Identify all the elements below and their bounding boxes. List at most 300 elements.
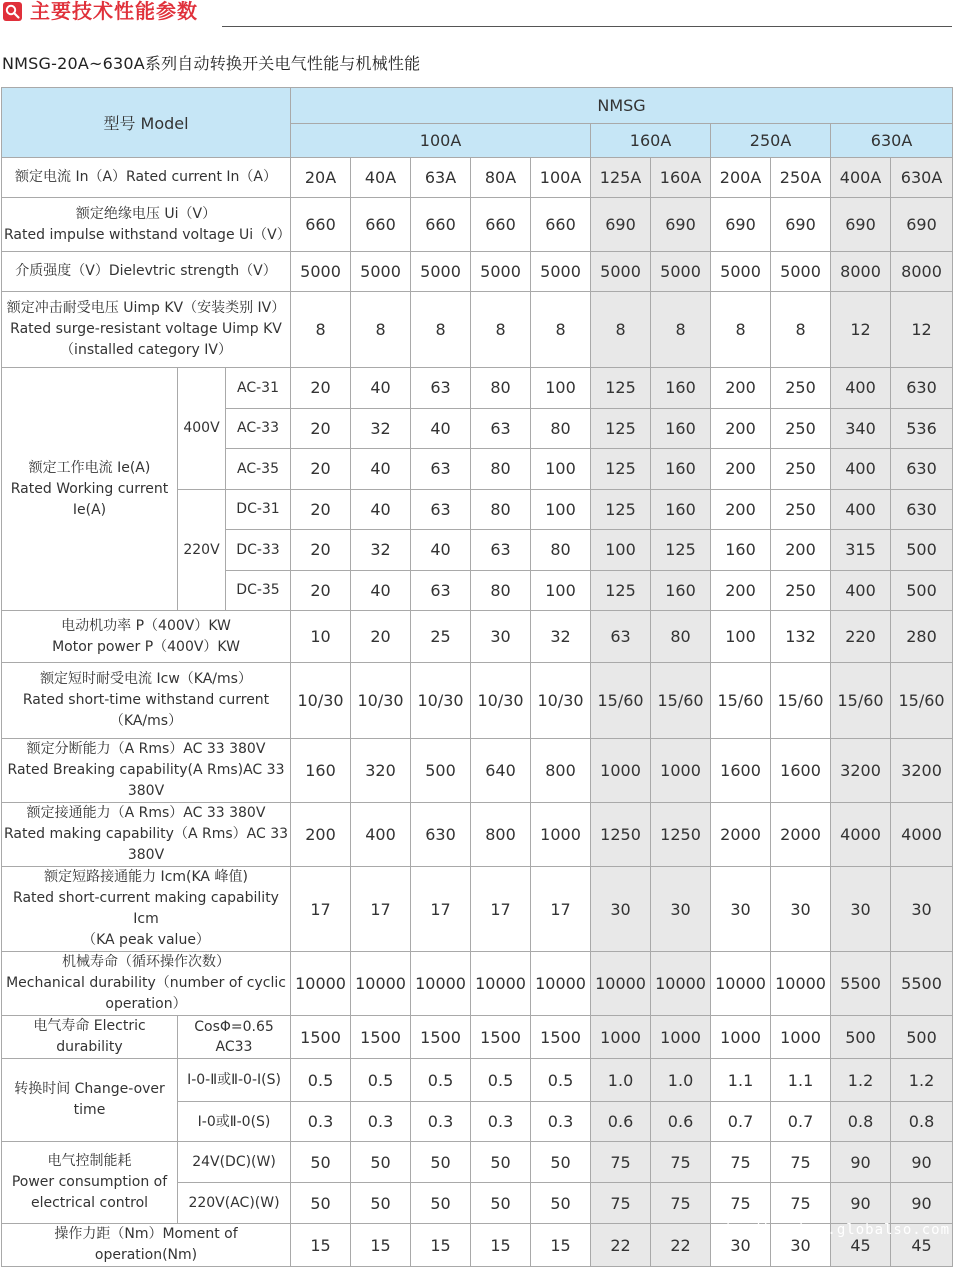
label-line: Mechanical durability（number of cyclic operation） — [6, 975, 286, 1012]
value-cell: 63 — [411, 489, 471, 530]
label-line: （installed category IV） — [60, 342, 232, 358]
label-line: Motor power P（400V）KW — [52, 638, 240, 655]
value-cell: 20 — [291, 449, 351, 490]
voltage-label: 220V — [178, 489, 226, 611]
value-cell: 22 — [591, 1224, 651, 1267]
value-cell: 8 — [651, 292, 711, 368]
value-cell: 100 — [531, 449, 591, 490]
value-cell: 160 — [651, 449, 711, 490]
row-label: 额定电流 In（A）Rated current In（A） — [2, 158, 291, 198]
value-cell: 0.3 — [411, 1102, 471, 1142]
value-cell: 400 — [831, 570, 891, 611]
value-cell: 10000 — [591, 952, 651, 1016]
value-cell: 690 — [891, 198, 953, 252]
value-cell: 10000 — [291, 952, 351, 1016]
value-cell: 30 — [771, 1224, 831, 1267]
category-label: DC-35 — [226, 570, 291, 611]
value-cell: 1500 — [411, 1016, 471, 1059]
value-cell: 400 — [831, 368, 891, 409]
value-cell: 10000 — [771, 952, 831, 1016]
value-cell: 132 — [771, 611, 831, 663]
value-cell: 5000 — [711, 252, 771, 292]
value-cell: 10/30 — [531, 663, 591, 739]
value-cell: 660 — [471, 198, 531, 252]
value-cell: 30 — [711, 867, 771, 952]
value-cell: 40 — [411, 408, 471, 449]
condition-label: CosΦ=0.65 AC33 — [178, 1016, 291, 1059]
short-time-row — [2, 663, 953, 739]
value-cell: 90 — [891, 1142, 953, 1183]
value-cell: 660 — [291, 198, 351, 252]
value-cell: 80A — [471, 158, 531, 198]
value-cell: 500 — [891, 530, 953, 571]
value-cell: 63 — [411, 449, 471, 490]
value-cell: 63 — [471, 530, 531, 571]
value-cell: 160A — [651, 158, 711, 198]
condition-label: Ⅰ-0或Ⅱ-0(S) — [178, 1102, 291, 1142]
value-cell: 50 — [411, 1183, 471, 1224]
value-cell: 100 — [531, 570, 591, 611]
value-cell: 4000 — [891, 803, 953, 867]
value-cell: 10000 — [531, 952, 591, 1016]
value-cell: 90 — [891, 1183, 953, 1224]
value-cell: 200 — [711, 489, 771, 530]
value-cell: 1.2 — [891, 1059, 953, 1102]
value-cell: 50 — [531, 1142, 591, 1183]
value-cell: 80 — [531, 530, 591, 571]
value-cell: 250 — [771, 408, 831, 449]
value-cell: 8 — [771, 292, 831, 368]
value-cell: 75 — [651, 1183, 711, 1224]
value-cell: 536 — [891, 408, 953, 449]
value-cell: 20 — [291, 530, 351, 571]
value-cell: 5500 — [831, 952, 891, 1016]
value-cell: 8 — [351, 292, 411, 368]
value-cell: 220 — [831, 611, 891, 663]
label-line: Rated impulse withstand voltage Ui（V） — [4, 226, 291, 243]
label-line: Rated Breaking capability(A Rms)AC 33 380V — [7, 762, 285, 799]
value-cell: 800 — [471, 803, 531, 867]
label-line: Rated short-time withstand current（KA/ms） — [22, 692, 270, 729]
value-cell: 4000 — [831, 803, 891, 867]
label-line: 额定冲击耐受电压 Uimp KV（安装类别 IV） — [6, 300, 286, 316]
value-cell: 30 — [471, 611, 531, 663]
value-cell: 0.8 — [891, 1102, 953, 1142]
surge-voltage-row — [2, 292, 953, 368]
row-label — [2, 198, 291, 252]
insulation-voltage-row — [2, 198, 953, 252]
value-cell: 2000 — [771, 803, 831, 867]
value-cell: 75 — [771, 1183, 831, 1224]
value-cell: 1500 — [531, 1016, 591, 1059]
value-cell: 5000 — [591, 252, 651, 292]
value-cell: 10000 — [351, 952, 411, 1016]
value-cell: 5000 — [411, 252, 471, 292]
header-divider — [222, 26, 952, 27]
value-cell: 10 — [291, 611, 351, 663]
value-cell: 640 — [471, 739, 531, 803]
watermark: pingdingshan.globalso.com — [714, 1222, 950, 1238]
value-cell: 75 — [711, 1183, 771, 1224]
label-line: 额定分断能力（A Rms）AC 33 380V — [26, 741, 266, 757]
value-cell: 5000 — [531, 252, 591, 292]
value-cell: 20 — [291, 570, 351, 611]
value-cell: 50 — [291, 1142, 351, 1183]
row-label — [2, 803, 291, 867]
value-cell: 10000 — [471, 952, 531, 1016]
value-cell: 12 — [891, 292, 953, 368]
value-cell: 100A — [531, 158, 591, 198]
value-cell: 40 — [351, 449, 411, 490]
value-cell: 3200 — [831, 739, 891, 803]
value-cell: 1000 — [771, 1016, 831, 1059]
value-cell: 20 — [291, 408, 351, 449]
rated-current-row — [2, 158, 953, 198]
value-cell: 400 — [831, 489, 891, 530]
value-cell: 1250 — [651, 803, 711, 867]
value-cell: 8 — [471, 292, 531, 368]
value-cell: 30 — [651, 867, 711, 952]
value-cell: 160 — [651, 570, 711, 611]
value-cell: 630A — [891, 158, 953, 198]
label-line: 额定接通能力（A Rms）AC 33 380V — [26, 805, 266, 821]
value-cell: 15/60 — [591, 663, 651, 739]
value-cell: 1000 — [651, 739, 711, 803]
value-cell: 75 — [591, 1183, 651, 1224]
value-cell: 10000 — [711, 952, 771, 1016]
value-cell: 1500 — [471, 1016, 531, 1059]
value-cell: 5000 — [471, 252, 531, 292]
value-cell: 10/30 — [351, 663, 411, 739]
value-cell: 1000 — [531, 803, 591, 867]
value-cell: 50 — [351, 1142, 411, 1183]
value-cell: 125 — [591, 368, 651, 409]
value-cell: 1000 — [591, 739, 651, 803]
value-cell: 3200 — [891, 739, 953, 803]
row-label: 转换时间 Change-over time — [2, 1059, 178, 1142]
label-line: 额定短时耐受电流 Icw（KA/ms） — [40, 671, 252, 687]
mechanical-row — [2, 952, 953, 1016]
value-cell: 125 — [591, 408, 651, 449]
value-cell: 20 — [291, 489, 351, 530]
value-cell: 63 — [591, 611, 651, 663]
value-cell: 40 — [351, 570, 411, 611]
value-cell: 15/60 — [831, 663, 891, 739]
value-cell: 1500 — [291, 1016, 351, 1059]
value-cell: 630 — [891, 368, 953, 409]
value-cell: 75 — [591, 1142, 651, 1183]
changeover-row — [2, 1059, 953, 1102]
value-cell: 10000 — [651, 952, 711, 1016]
section-header — [0, 0, 952, 30]
value-cell: 15/60 — [771, 663, 831, 739]
value-cell: 400A — [831, 158, 891, 198]
value-cell: 50 — [531, 1183, 591, 1224]
value-cell: 200A — [711, 158, 771, 198]
value-cell: 40 — [411, 530, 471, 571]
value-cell: 315 — [831, 530, 891, 571]
value-cell: 500 — [411, 739, 471, 803]
value-cell: 15 — [411, 1224, 471, 1267]
label-line: 额定工作电流 Ie(A) — [28, 459, 151, 476]
value-cell: 63A — [411, 158, 471, 198]
value-cell: 80 — [651, 611, 711, 663]
frame-header: 160A — [591, 124, 711, 158]
value-cell: 45 — [831, 1224, 891, 1267]
making-row — [2, 803, 953, 867]
row-label — [2, 292, 291, 368]
value-cell: 80 — [471, 570, 531, 611]
value-cell: 15 — [471, 1224, 531, 1267]
category-label: AC-35 — [226, 449, 291, 490]
value-cell: 1.1 — [711, 1059, 771, 1102]
value-cell: 660 — [351, 198, 411, 252]
value-cell: 5500 — [891, 952, 953, 1016]
value-cell: 30 — [771, 867, 831, 952]
label-line: Rated surge-resistant voltage Uimp KV — [10, 321, 282, 337]
category-label: AC-33 — [226, 408, 291, 449]
value-cell: 1250 — [591, 803, 651, 867]
value-cell: 5000 — [291, 252, 351, 292]
section-title: 主要技术性能参数 — [30, 0, 198, 23]
value-cell: 660 — [411, 198, 471, 252]
value-cell: 500 — [891, 570, 953, 611]
value-cell: 0.5 — [471, 1059, 531, 1102]
value-cell: 0.3 — [531, 1102, 591, 1142]
value-cell: 90 — [831, 1183, 891, 1224]
electric-row — [2, 1016, 953, 1059]
value-cell: 1.2 — [831, 1059, 891, 1102]
value-cell: 90 — [831, 1142, 891, 1183]
value-cell: 5000 — [351, 252, 411, 292]
value-cell: 125 — [651, 530, 711, 571]
condition-label: 24V(DC)(W) — [178, 1142, 291, 1183]
value-cell: 15/60 — [651, 663, 711, 739]
row-label: 电气寿命 Electric durability — [2, 1016, 178, 1059]
value-cell: 50 — [471, 1183, 531, 1224]
value-cell: 340 — [831, 408, 891, 449]
value-cell: 250 — [771, 489, 831, 530]
value-cell: 250 — [771, 570, 831, 611]
row-label: 操作力距（Nm）Moment of operation(Nm) — [2, 1224, 291, 1267]
value-cell: 17 — [351, 867, 411, 952]
value-cell: 160 — [711, 530, 771, 571]
value-cell: 200 — [711, 449, 771, 490]
value-cell: 30 — [831, 867, 891, 952]
value-cell: 160 — [291, 739, 351, 803]
value-cell: 1.0 — [591, 1059, 651, 1102]
row-label — [2, 663, 291, 739]
value-cell: 1.0 — [651, 1059, 711, 1102]
value-cell: 0.3 — [471, 1102, 531, 1142]
value-cell: 200 — [771, 530, 831, 571]
category-label: DC-33 — [226, 530, 291, 571]
condition-label: 220V(AC)(W) — [178, 1183, 291, 1224]
dielectric-row — [2, 252, 953, 292]
value-cell: 80 — [531, 408, 591, 449]
value-cell: 5000 — [651, 252, 711, 292]
table-subtitle: NMSG-20A~630A系列自动转换开关电气性能与机械性能 — [2, 54, 421, 73]
value-cell: 280 — [891, 611, 953, 663]
value-cell: 0.7 — [711, 1102, 771, 1142]
series-header: NMSG — [291, 88, 953, 124]
value-cell: 500 — [891, 1016, 953, 1059]
row-label — [2, 739, 291, 803]
value-cell: 0.7 — [771, 1102, 831, 1142]
row-label: 介质强度（V）Dielevtric strength（V） — [2, 252, 291, 292]
value-cell: 15/60 — [891, 663, 953, 739]
value-cell: 250A — [771, 158, 831, 198]
search-icon — [3, 2, 22, 21]
value-cell: 1000 — [651, 1016, 711, 1059]
condition-label: Ⅰ-0-Ⅱ或Ⅱ-0-Ⅰ(S) — [178, 1059, 291, 1102]
value-cell: 17 — [291, 867, 351, 952]
value-cell: 10/30 — [411, 663, 471, 739]
value-cell: 200 — [711, 368, 771, 409]
value-cell: 10000 — [411, 952, 471, 1016]
motor-power-row — [2, 611, 953, 663]
value-cell: 63 — [411, 368, 471, 409]
short-circuit-row — [2, 867, 953, 952]
value-cell: 17 — [471, 867, 531, 952]
model-header: 型号 Model — [2, 88, 291, 158]
value-cell: 100 — [591, 530, 651, 571]
label-line: Rated making capability（A Rms）AC 33 380V — [4, 826, 289, 863]
value-cell: 200 — [711, 570, 771, 611]
value-cell: 50 — [411, 1142, 471, 1183]
value-cell: 200 — [711, 408, 771, 449]
value-cell: 690 — [771, 198, 831, 252]
value-cell: 160 — [651, 489, 711, 530]
value-cell: 17 — [411, 867, 471, 952]
value-cell: 690 — [711, 198, 771, 252]
value-cell: 400 — [831, 449, 891, 490]
value-cell: 12 — [831, 292, 891, 368]
value-cell: 75 — [711, 1142, 771, 1183]
value-cell: 690 — [651, 198, 711, 252]
frame-header: 630A — [831, 124, 953, 158]
label-line: Rated short-current making capability Icm — [13, 890, 279, 927]
value-cell: 660 — [531, 198, 591, 252]
category-label: AC-31 — [226, 368, 291, 409]
value-cell: 20 — [291, 368, 351, 409]
value-cell: 8 — [711, 292, 771, 368]
spec-table — [1, 87, 953, 1267]
label-line: 电气控制能耗 — [47, 1153, 132, 1169]
value-cell: 1600 — [711, 739, 771, 803]
value-cell: 80 — [471, 449, 531, 490]
label-line: Power consumption of electrical control — [11, 1174, 168, 1211]
value-cell: 690 — [831, 198, 891, 252]
value-cell: 8 — [531, 292, 591, 368]
value-cell: 50 — [351, 1183, 411, 1224]
value-cell: 10/30 — [471, 663, 531, 739]
value-cell: 45 — [891, 1224, 953, 1267]
value-cell: 125 — [591, 570, 651, 611]
value-cell: 250 — [771, 449, 831, 490]
value-cell: 25 — [411, 611, 471, 663]
value-cell: 1500 — [351, 1016, 411, 1059]
row-label — [2, 952, 291, 1016]
value-cell: 2000 — [711, 803, 771, 867]
value-cell: 0.3 — [351, 1102, 411, 1142]
category-label: DC-31 — [226, 489, 291, 530]
value-cell: 15/60 — [711, 663, 771, 739]
value-cell: 20 — [351, 611, 411, 663]
value-cell: 0.3 — [291, 1102, 351, 1142]
value-cell: 500 — [831, 1016, 891, 1059]
value-cell: 22 — [651, 1224, 711, 1267]
value-cell: 100 — [531, 368, 591, 409]
value-cell: 80 — [471, 368, 531, 409]
row-label — [2, 368, 178, 611]
value-cell: 32 — [351, 408, 411, 449]
row-label — [2, 611, 291, 663]
value-cell: 0.5 — [291, 1059, 351, 1102]
power-consumption-row — [2, 1142, 953, 1183]
value-cell: 50 — [291, 1183, 351, 1224]
value-cell: 75 — [651, 1142, 711, 1183]
label-line: 额定绝缘电压 Ui（V） — [75, 205, 217, 222]
value-cell: 32 — [351, 530, 411, 571]
value-cell: 800 — [531, 739, 591, 803]
value-cell: 5000 — [771, 252, 831, 292]
value-cell: 8000 — [831, 252, 891, 292]
value-cell: 0.5 — [351, 1059, 411, 1102]
value-cell: 15 — [291, 1224, 351, 1267]
value-cell: 63 — [471, 408, 531, 449]
value-cell: 8 — [291, 292, 351, 368]
value-cell: 1000 — [591, 1016, 651, 1059]
value-cell: 630 — [891, 449, 953, 490]
value-cell: 32 — [531, 611, 591, 663]
value-cell: 15 — [531, 1224, 591, 1267]
row-label — [2, 867, 291, 952]
value-cell: 15 — [351, 1224, 411, 1267]
value-cell: 17 — [531, 867, 591, 952]
value-cell: 1600 — [771, 739, 831, 803]
value-cell: 75 — [771, 1142, 831, 1183]
value-cell: 1000 — [711, 1016, 771, 1059]
frame-header: 100A — [291, 124, 591, 158]
value-cell: 0.6 — [591, 1102, 651, 1142]
value-cell: 40 — [351, 489, 411, 530]
header-row — [2, 88, 953, 124]
voltage-label: 400V — [178, 368, 226, 490]
value-cell: 0.6 — [651, 1102, 711, 1142]
value-cell: 400 — [351, 803, 411, 867]
label-line: （KA peak value） — [82, 932, 210, 948]
breaking-row — [2, 739, 953, 803]
value-cell: 320 — [351, 739, 411, 803]
row-label — [2, 1142, 178, 1224]
value-cell: 8000 — [891, 252, 953, 292]
label-line: Rated Working current Ie(A) — [10, 480, 169, 518]
value-cell: 690 — [591, 198, 651, 252]
value-cell: 80 — [471, 489, 531, 530]
value-cell: 250 — [771, 368, 831, 409]
value-cell: 160 — [651, 368, 711, 409]
value-cell: 100 — [531, 489, 591, 530]
value-cell: 125 — [591, 449, 651, 490]
value-cell: 30 — [891, 867, 953, 952]
value-cell: 200 — [291, 803, 351, 867]
frame-header: 250A — [711, 124, 831, 158]
value-cell: 100 — [711, 611, 771, 663]
value-cell: 0.5 — [531, 1059, 591, 1102]
value-cell: 1.1 — [771, 1059, 831, 1102]
label-line: 额定短路接通能力 Icm(KA 峰值) — [44, 869, 248, 885]
